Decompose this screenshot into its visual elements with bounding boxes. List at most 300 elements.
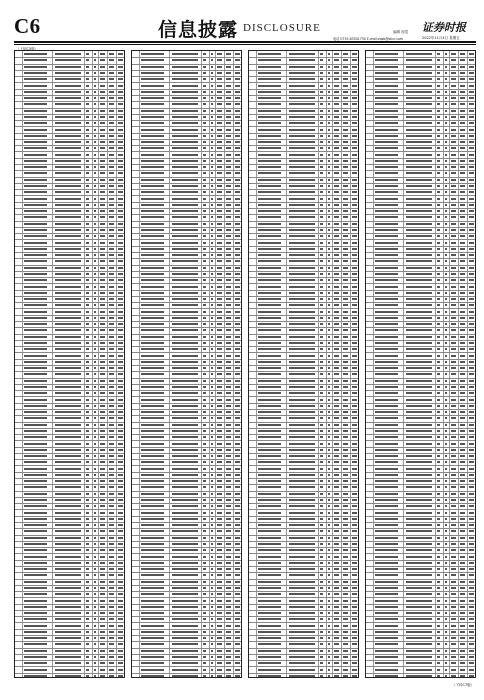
table-cell-text [289, 311, 315, 313]
table-row-rule [249, 673, 358, 674]
table-row-rule [249, 384, 358, 385]
table-cell-text [24, 587, 48, 589]
table-cell-text [320, 59, 324, 61]
table-cell-text [86, 361, 90, 363]
table-cell-text [86, 380, 90, 382]
table-cell-text [24, 656, 48, 658]
table-cell-text [469, 512, 474, 514]
table-cell-text [451, 518, 456, 520]
table-row-rule [366, 522, 475, 523]
table-cell-text [94, 110, 96, 112]
table-cell-text [172, 216, 198, 218]
table-cell-text [203, 317, 207, 319]
table-cell-text [352, 110, 357, 112]
table-cell-text [328, 574, 330, 576]
table-cell-text [203, 468, 207, 470]
table-cell-text [469, 311, 474, 313]
table-cell-text [437, 122, 441, 124]
table-cell-text [460, 581, 465, 583]
table-row-rule [366, 334, 475, 335]
table-cell-text [343, 160, 348, 162]
table-cell-text [118, 537, 123, 539]
table-cell-text [258, 298, 282, 300]
table-cell-text [469, 436, 474, 438]
table-cell-text [334, 461, 339, 463]
table-cell-text [451, 625, 456, 627]
table-cell-text [24, 556, 48, 558]
table-cell-text [328, 524, 330, 526]
table-cell-text [437, 637, 441, 639]
table-cell-text [141, 612, 165, 614]
table-cell-text [217, 618, 222, 620]
table-cell-text [460, 518, 465, 520]
table-cell-text [235, 424, 240, 426]
table-cell-text [55, 650, 81, 652]
table-cell-text [109, 78, 114, 80]
table-cell-text [352, 587, 357, 589]
table-cell-text [460, 135, 465, 137]
table-cell-text [343, 292, 348, 294]
table-cell-text [334, 480, 339, 482]
table-row-rule [366, 459, 475, 460]
table-cell-text [451, 656, 456, 658]
newspaper-logo: 证券时报 [422, 21, 466, 34]
table-cell-text [406, 380, 432, 382]
table-cell-text [451, 392, 456, 394]
table-cell-text [172, 411, 198, 413]
table-cell-text [258, 549, 282, 551]
table-cell-text [469, 568, 474, 570]
table-cell-text [203, 166, 207, 168]
table-cell-text [328, 292, 330, 294]
table-cell-text [320, 405, 324, 407]
table-cell-text [460, 103, 465, 105]
table-cell-text [460, 493, 465, 495]
table-cell-text [375, 399, 399, 401]
table-cell-text [203, 405, 207, 407]
table-cell-text [86, 669, 90, 671]
table-cell-text [320, 461, 324, 463]
table-cell-text [100, 72, 105, 74]
table-row-rule [366, 164, 475, 165]
table-cell-text [289, 286, 315, 288]
table-cell-text [211, 505, 213, 507]
table-cell-text [375, 474, 399, 476]
table-cell-text [141, 323, 165, 325]
table-cell-text [86, 116, 90, 118]
table-cell-text [100, 380, 105, 382]
table-cell-text [141, 59, 165, 61]
table-cell-text [24, 311, 48, 313]
table-cell-text [109, 116, 114, 118]
table-cell-text [437, 279, 441, 281]
table-cell-text [469, 210, 474, 212]
table-cell-text [352, 66, 357, 68]
table-cell-text [258, 430, 282, 432]
table-cell-text [203, 103, 207, 105]
table-cell-text [226, 587, 231, 589]
table-row-rule [249, 465, 358, 466]
table-cell-text [445, 449, 447, 451]
table-cell-text [437, 191, 441, 193]
table-row-rule [366, 308, 475, 309]
table-cell-text [217, 304, 222, 306]
table-cell-text [469, 172, 474, 174]
table-cell-text [94, 72, 96, 74]
table-cell-text [100, 587, 105, 589]
table-cell-text [328, 643, 330, 645]
table-cell-text [445, 493, 447, 495]
table-cell-text [55, 530, 81, 532]
table-cell-text [211, 499, 213, 501]
table-cell-text [460, 298, 465, 300]
table-cell-text [352, 59, 357, 61]
table-cell-text [94, 147, 96, 149]
table-cell-text [334, 643, 339, 645]
table-cell-text [94, 210, 96, 212]
table-cell-text [94, 336, 96, 338]
table-cell-text [94, 505, 96, 507]
table-cell-text [258, 91, 282, 93]
table-cell-text [328, 606, 330, 608]
table-cell-text [437, 235, 441, 237]
table-cell-text [334, 392, 339, 394]
table-cell-text [258, 380, 282, 382]
table-cell-text [100, 430, 105, 432]
table-cell-text [109, 449, 114, 451]
table-cell-text [203, 373, 207, 375]
table-cell-text [118, 461, 123, 463]
table-cell-text [203, 455, 207, 457]
table-row-rule [366, 120, 475, 121]
table-cell-text [118, 518, 123, 520]
table-cell-text [100, 612, 105, 614]
table-cell-text [437, 185, 441, 187]
table-cell-text [226, 480, 231, 482]
table-cell-text [109, 317, 114, 319]
table-cell-text [235, 443, 240, 445]
table-cell-text [226, 373, 231, 375]
table-cell-text [94, 474, 96, 476]
table-cell-text [100, 216, 105, 218]
table-cell-text [469, 530, 474, 532]
table-row-rule [15, 641, 124, 642]
table-cell-text [445, 91, 447, 93]
table-cell-text [352, 417, 357, 419]
table-row-rule [249, 302, 358, 303]
table-cell-text [445, 436, 447, 438]
table-cell-text [437, 656, 441, 658]
table-cell-text [460, 235, 465, 237]
table-cell-text [86, 574, 90, 576]
table-cell-text [211, 455, 213, 457]
table-cell-text [100, 311, 105, 313]
table-cell-text [437, 204, 441, 206]
table-cell-text [258, 135, 282, 137]
table-cell-text [406, 367, 432, 369]
table-cell-text [375, 593, 399, 595]
table-cell-text [211, 650, 213, 652]
table-row-rule [15, 359, 124, 360]
table-cell-text [437, 443, 441, 445]
table-cell-text [406, 135, 432, 137]
table-cell-text [445, 631, 447, 633]
table-cell-text [334, 116, 339, 118]
table-row-rule [249, 151, 358, 152]
table-cell-text [352, 342, 357, 344]
table-cell-text [375, 512, 399, 514]
table-cell-text [109, 267, 114, 269]
table-cell-text [406, 329, 432, 331]
table-cell-text [235, 386, 240, 388]
table-cell-text [109, 53, 114, 55]
table-cell-text [100, 141, 105, 143]
table-cell-text [86, 618, 90, 620]
table-cell-text [289, 637, 315, 639]
table-cell-text [343, 135, 348, 137]
table-cell-text [226, 499, 231, 501]
table-cell-text [118, 72, 123, 74]
table-cell-text [94, 141, 96, 143]
table-cell-text [235, 172, 240, 174]
table-cell-text [328, 417, 330, 419]
table-cell-text [469, 248, 474, 250]
table-cell-text [334, 260, 339, 262]
table-cell-text [203, 493, 207, 495]
table-cell-text [217, 286, 222, 288]
table-cell-text [203, 417, 207, 419]
table-cell-text [100, 530, 105, 532]
table-cell-text [289, 229, 315, 231]
table-row-rule [132, 666, 241, 667]
table-cell-text [460, 129, 465, 131]
table-cell-text [320, 286, 324, 288]
table-cell-text [141, 587, 165, 589]
table-cell-text [375, 329, 399, 331]
table-cell-text [118, 298, 123, 300]
table-row-rule [249, 145, 358, 146]
table-cell-text [217, 198, 222, 200]
table-cell-text [328, 248, 330, 250]
table-cell-text [289, 405, 315, 407]
table-cell-text [100, 348, 105, 350]
table-cell-text [235, 204, 240, 206]
table-row-rule [132, 221, 241, 222]
table-cell-text [352, 405, 357, 407]
table-cell-text [86, 248, 90, 250]
table-cell-text [235, 380, 240, 382]
table-cell-text [172, 122, 198, 124]
table-cell-text [289, 556, 315, 558]
table-cell-text [445, 537, 447, 539]
table-cell-text [211, 474, 213, 476]
table-row-rule [366, 302, 475, 303]
table-cell-text [258, 518, 282, 520]
table-cell-text [235, 66, 240, 68]
table-cell-text [289, 373, 315, 375]
table-cell-text [460, 675, 465, 677]
table-row-rule [132, 434, 241, 435]
table-cell-text [445, 618, 447, 620]
table-cell-text [100, 166, 105, 168]
table-cell-text [460, 172, 465, 174]
table-cell-text [445, 348, 447, 350]
table-cell-text [141, 606, 165, 608]
table-cell-text [320, 562, 324, 564]
table-cell-text [109, 631, 114, 633]
table-cell-text [24, 474, 48, 476]
table-cell-text [289, 574, 315, 576]
table-cell-text [289, 198, 315, 200]
table-cell-text [320, 110, 324, 112]
table-cell-text [211, 373, 213, 375]
table-cell-text [343, 518, 348, 520]
table-cell-text [469, 85, 474, 87]
table-cell-text [211, 392, 213, 394]
table-cell-text [328, 286, 330, 288]
table-cell-text [451, 147, 456, 149]
table-cell-text [451, 587, 456, 589]
table-row-rule [15, 409, 124, 410]
table-cell-text [86, 562, 90, 564]
table-cell-text [109, 166, 114, 168]
table-row-rule [249, 478, 358, 479]
table-cell-text [343, 662, 348, 664]
table-cell-text [334, 637, 339, 639]
table-cell-text [320, 593, 324, 595]
table-cell-text [451, 129, 456, 131]
table-cell-text [451, 223, 456, 225]
table-cell-text [211, 91, 213, 93]
table-cell-text [141, 524, 165, 526]
table-row-rule [132, 145, 241, 146]
table-cell-text [203, 279, 207, 281]
table-row-rule [366, 177, 475, 178]
table-cell-text [445, 568, 447, 570]
table-cell-text [203, 380, 207, 382]
table-cell-text [109, 593, 114, 595]
table-cell-text [375, 235, 399, 237]
table-cell-text [469, 430, 474, 432]
table-cell-text [460, 367, 465, 369]
table-cell-text [334, 512, 339, 514]
table-row-rule [15, 89, 124, 90]
table-cell-text [94, 443, 96, 445]
table-cell-text [445, 543, 447, 545]
table-cell-text [235, 367, 240, 369]
table-cell-text [437, 662, 441, 664]
table-cell-text [328, 430, 330, 432]
table-cell-text [172, 223, 198, 225]
table-row-rule [15, 308, 124, 309]
table-cell-text [141, 260, 165, 262]
table-cell-text [109, 248, 114, 250]
table-cell-text [343, 147, 348, 149]
table-cell-text [406, 530, 432, 532]
table-cell-text [437, 129, 441, 131]
table-cell-text [55, 78, 81, 80]
table-cell-text [100, 185, 105, 187]
table-cell-text [211, 85, 213, 87]
table-cell-text [217, 449, 222, 451]
table-cell-text [141, 317, 165, 319]
table-cell-text [460, 248, 465, 250]
table-cell-text [258, 405, 282, 407]
table-cell-text [118, 141, 123, 143]
table-cell-text [109, 154, 114, 156]
table-cell-text [437, 537, 441, 539]
table-cell-text [172, 198, 198, 200]
table-cell-text [86, 160, 90, 162]
table-cell-text [343, 675, 348, 677]
table-cell-text [437, 329, 441, 331]
table-cell-text [235, 179, 240, 181]
table-cell-text [235, 543, 240, 545]
table-cell-text [258, 512, 282, 514]
table-cell-text [100, 260, 105, 262]
table-cell-text [235, 135, 240, 137]
table-cell-text [235, 260, 240, 262]
table-cell-text [445, 461, 447, 463]
table-cell-text [118, 66, 123, 68]
table-row-rule [15, 541, 124, 542]
table-cell-text [328, 260, 330, 262]
table-row-rule [132, 239, 241, 240]
table-cell-text [24, 198, 48, 200]
table-row-rule [249, 139, 358, 140]
table-row-rule [249, 654, 358, 655]
table-cell-text [451, 254, 456, 256]
table-cell-text [217, 248, 222, 250]
table-cell-text [328, 386, 330, 388]
table-cell-text [94, 468, 96, 470]
table-cell-text [211, 110, 213, 112]
table-cell-text [334, 216, 339, 218]
table-cell-text [217, 505, 222, 507]
table-cell-text [352, 675, 357, 677]
table-cell-text [258, 417, 282, 419]
header-rule-thin [14, 44, 476, 45]
table-row-rule [249, 202, 358, 203]
table-cell-text [406, 348, 432, 350]
table-cell-text [109, 455, 114, 457]
table-cell-text [375, 66, 399, 68]
table-cell-text [24, 342, 48, 344]
table-cell-text [118, 273, 123, 275]
table-cell-text [24, 66, 48, 68]
table-cell-text [226, 656, 231, 658]
table-cell-text [226, 342, 231, 344]
table-cell-text [141, 493, 165, 495]
table-cell-text [328, 273, 330, 275]
table-row-rule [132, 258, 241, 259]
table-cell-text [100, 643, 105, 645]
table-cell-text [86, 449, 90, 451]
table-cell-text [258, 336, 282, 338]
table-cell-text [352, 449, 357, 451]
table-cell-text [320, 329, 324, 331]
table-cell-text [100, 675, 105, 677]
table-cell-text [451, 411, 456, 413]
table-cell-text [109, 612, 114, 614]
table-cell-text [375, 242, 399, 244]
table-cell-text [235, 185, 240, 187]
table-row-rule [249, 227, 358, 228]
table-cell-text [437, 480, 441, 482]
table-cell-text [460, 662, 465, 664]
table-cell-text [437, 103, 441, 105]
table-cell-text [334, 424, 339, 426]
